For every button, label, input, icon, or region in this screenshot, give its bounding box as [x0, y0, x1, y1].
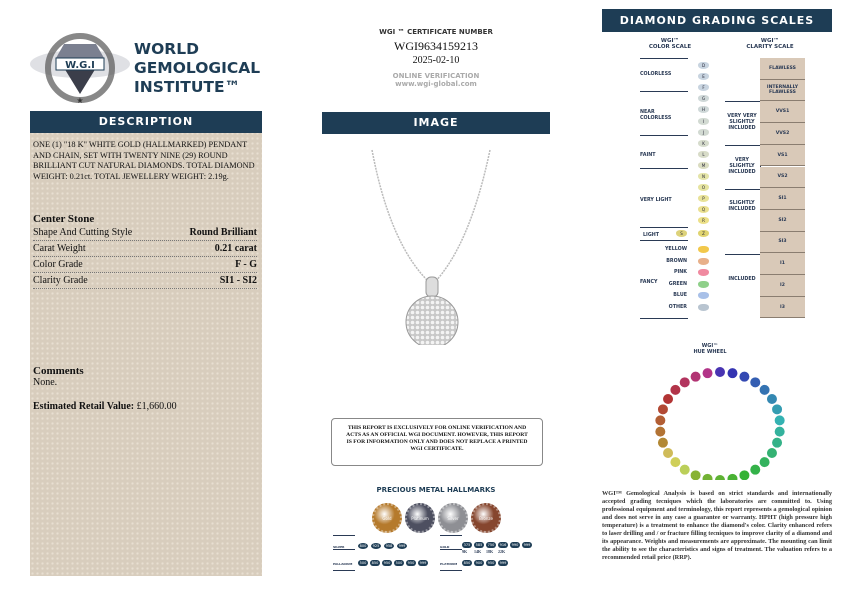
divider [725, 254, 760, 255]
hue-dot [702, 473, 713, 480]
description-header: DESCRIPTION [30, 111, 262, 133]
fancy-color-label: BLUE [673, 293, 687, 298]
palladium-hallmark: 500 [395, 561, 403, 565]
hue-dot [727, 473, 738, 480]
diamond-icon: K [698, 140, 709, 147]
palladium-hallmark: 850 [371, 561, 379, 565]
diamond-icon: Z [698, 230, 709, 237]
spec-row [33, 257, 257, 273]
palladium-hallmark: 950 [383, 561, 391, 565]
color-group-label: COLORLESS [640, 72, 672, 77]
divider [725, 145, 760, 146]
divider [640, 227, 688, 228]
platinum-hallmark: 950 [487, 561, 495, 565]
hue-dot [750, 377, 761, 388]
hue-dot [774, 426, 785, 437]
hue-dot [690, 371, 701, 382]
gold-karat: 9K [462, 549, 468, 554]
platinum-hallmark: 900 [475, 561, 483, 565]
diamond-icon: J [698, 129, 709, 136]
hue-dot [759, 384, 770, 395]
certificate-block [322, 28, 550, 88]
divider [440, 535, 462, 536]
fancy-color-label: BROWN [666, 258, 687, 264]
clarity-group-label: VERY SLIGHTLY INCLUDED [728, 157, 756, 175]
title-line: CLARITY SCALE [746, 44, 794, 50]
palladium-label: PALLADIUM [333, 562, 353, 566]
color-scale-title [640, 38, 700, 50]
spec-row [33, 241, 257, 257]
hue-dot [772, 404, 783, 415]
divider [725, 101, 760, 102]
gold-hallmark: 999 [523, 543, 531, 547]
hue-dot [715, 475, 726, 481]
hue-dot [759, 457, 770, 468]
gold-hallmark: 916 [499, 543, 507, 547]
fancy-color-label: PINK [673, 270, 687, 275]
online-notice: THIS REPORT IS EXCLUSIVELY FOR ONLINE VERIFICATION AND ACTS AS AN OFFICIAL WGI DOCUMENT. HOWEVER, THIS REPORT IS FOR INFORMATION ONLY AND DOES NOT REPLACE A PRINTED WGI CERTIFICATE. [331, 418, 543, 466]
fancy-diamond-icon [698, 246, 709, 253]
hue-dot [766, 394, 777, 405]
disclaimer: WGI™ Gemological Analysis is based on strict standards and internationally accepted grading tecniques which the laboratories are committed to. Using professional equipment and terminology, this report represents a gemological opinion and does not serve in any case a guarantee or warranty. HPHT (high pressure high temperature) is a treatment to enhance the diamond's color. Clarity enhanced refers to laser drilling and / or fracture filling tecniques to improve clarity of a diamond and its appearance. Weights and measurements are approximate. The mounting can limit the ability to see the characteristics and signs of treatment. The valuation refers to a recommended retail price (RRP). [602, 490, 832, 561]
pendant-image [350, 145, 520, 345]
silver-hallmark: 958 [385, 544, 393, 548]
hue-dot [670, 457, 681, 468]
clarity-scale-title [735, 38, 805, 50]
divider [640, 135, 688, 136]
color-group-label: FANCY [640, 280, 658, 285]
certificate-date: 2025-02-10 [412, 55, 460, 66]
palladium-hallmark: 950 [407, 561, 415, 565]
title-line: COLOR SCALE [648, 44, 692, 50]
diamond-icon: P [698, 195, 709, 202]
institute-name [134, 40, 260, 97]
gold-label: GOLD [440, 545, 450, 549]
coin-label: Platinum [411, 516, 429, 521]
divider [640, 240, 688, 241]
fancy-color-label: GREEN [668, 281, 687, 287]
color-group-label: VERY LIGHT [640, 198, 672, 203]
hue-dot [772, 437, 783, 448]
spec-row [33, 225, 257, 241]
clarity-grade-cell: I3 [760, 297, 805, 319]
spec-value: F - G [235, 259, 257, 270]
hallmark-coin [471, 503, 501, 533]
color-group-label: FAINT [640, 153, 656, 158]
hue-dot [774, 415, 785, 426]
hue-dot [655, 426, 666, 437]
color-group-label: NEAR COLORLESS [640, 110, 672, 121]
diamond-icon: Q [698, 206, 709, 213]
hue-dot [679, 464, 690, 475]
diamond-icon: N [698, 173, 709, 180]
clarity-grade-cell: INTERNALLY FLAWLESS [760, 80, 805, 102]
clarity-group-label: INCLUDED [728, 276, 756, 282]
diamond-icon: E [698, 73, 709, 80]
clarity-grade-cell: I1 [760, 253, 805, 275]
certificate-label: WGI ™ CERTIFICATE NUMBER [379, 28, 493, 36]
logo-line: GEMOLOGICAL [134, 59, 261, 77]
scales-header: DIAMOND GRADING SCALES [602, 9, 832, 32]
divider [333, 570, 355, 571]
gold-hallmark: 750 [487, 543, 495, 547]
divider [333, 535, 355, 536]
spec-label: Color Grade [33, 259, 83, 270]
title-line: WGI™ [660, 38, 680, 44]
fancy-diamond-icon [698, 304, 709, 311]
diamond-icon: G [698, 95, 709, 102]
diamond-icon: I [698, 118, 709, 125]
verification-url[interactable]: www.wgi-global.com [395, 80, 477, 88]
clarity-grade-cell: SI3 [760, 232, 805, 254]
hue-dot [750, 464, 761, 475]
clarity-grade-cell: SI2 [760, 210, 805, 232]
divider [640, 58, 688, 59]
divider [640, 318, 688, 319]
wgi-logo [28, 28, 133, 106]
color-group-label: LIGHT [643, 233, 660, 238]
clarity-grade-cell: VVS1 [760, 101, 805, 123]
hallmark-coin [405, 503, 435, 533]
hue-dot [663, 448, 674, 459]
platinum-label: PLATINUM [440, 562, 458, 566]
hue-dot [690, 470, 701, 480]
spec-label: Carat Weight [33, 243, 86, 254]
divider [440, 570, 462, 571]
hallmarks-title: PRECIOUS METAL HALLMARKS [376, 486, 496, 494]
title-line: WGI™ [701, 343, 719, 349]
platinum-hallmark: 999 [499, 561, 507, 565]
hue-dot [702, 368, 713, 379]
silver-hallmark: 999 [398, 544, 406, 548]
clarity-grade-cell: VS1 [760, 145, 805, 167]
hue-dot [679, 377, 690, 388]
gold-karat: 18K [486, 549, 494, 554]
certificate-number: WGI9634159213 [394, 39, 478, 53]
clarity-grade-cell: I2 [760, 275, 805, 297]
hue-dot [766, 448, 777, 459]
verification-label: ONLINE VERIFICATION [392, 72, 480, 80]
coin-label: Silver [447, 516, 459, 521]
fancy-color-label: OTHER [668, 304, 687, 310]
clarity-grade-cell: FLAWLESS [760, 58, 805, 80]
description-panel [30, 111, 262, 576]
clarity-group-label: VERY VERY SLIGHTLY INCLUDED [727, 114, 757, 132]
coin-label: Gold [382, 516, 392, 521]
description-text: ONE (1) "18 K" WHITE GOLD (HALLMARKED) PENDANT AND CHAIN, SET WITH TWENTY NINE (29) ROUND BRILLIANT CUT NATURAL DIAMONDS. TOTAL DIAMOND WEIGHT: 0.21ct. TOTAL JEWELLERY WEIGHT: 2.19g. [33, 140, 255, 181]
clarity-group-label: SLIGHTLY INCLUDED [728, 200, 756, 212]
platinum-hallmark: 850 [463, 561, 471, 565]
gold-karat: 22K [498, 549, 506, 554]
hallmark-coin [438, 503, 468, 533]
center-stone-title: Center Stone [33, 213, 95, 225]
comments-title: Comments [33, 365, 84, 377]
silver-hallmark: 800 [359, 544, 367, 548]
gold-hallmark: 585 [475, 543, 483, 547]
gold-karat: 14K [474, 549, 482, 554]
hue-dot [727, 368, 738, 379]
diamond-icon: L [698, 151, 709, 158]
hallmark-coin [372, 503, 402, 533]
clarity-grade-cell: SI1 [760, 188, 805, 210]
title-line: HUE WHEEL [693, 349, 727, 355]
hue-dot [739, 470, 750, 480]
divider [640, 91, 688, 92]
svg-text:W.G.I: W.G.I [65, 60, 95, 71]
hue-dot [670, 384, 681, 395]
image-header: IMAGE [322, 112, 550, 134]
hue-dot [739, 371, 750, 382]
diamond-icon: M [698, 162, 709, 169]
gold-hallmark: 990 [511, 543, 519, 547]
coin-label: Bronze [479, 516, 493, 521]
hue-wheel [640, 350, 800, 480]
retail-label: Estimated Retail Value: [33, 401, 135, 412]
diamond-icon: F [698, 84, 709, 91]
title-line: WGI™ [760, 38, 780, 44]
fancy-diamond-icon [698, 281, 709, 288]
retail-value: £1,660.00 [136, 401, 177, 412]
palladium-hallmark: 999 [419, 561, 427, 565]
fancy-color-label: YELLOW [664, 247, 687, 252]
divider [640, 168, 688, 169]
diamond-icon: D [698, 62, 709, 69]
svg-text:★: ★ [76, 96, 84, 105]
fancy-diamond-icon [698, 292, 709, 299]
hue-dot [657, 404, 668, 415]
wgi-seal-icon [28, 28, 133, 106]
gold-hallmark: 375 [463, 543, 471, 547]
clarity-grade-cell: VS2 [760, 167, 805, 189]
hue-dot [655, 415, 666, 426]
comments-text: None. [33, 377, 58, 388]
spec-value: 0.21 carat [214, 243, 257, 254]
diamond-icon: H [698, 106, 709, 113]
divider [725, 189, 760, 190]
fancy-diamond-icon [698, 269, 709, 276]
logo-line: INSTITUTE™ [134, 78, 241, 96]
hue-dot [657, 437, 668, 448]
diamond-icon: R [698, 217, 709, 224]
diamond-icon: S [676, 230, 687, 237]
silver-label: SILVER [333, 545, 345, 549]
spec-value: SI1 - SI2 [219, 275, 257, 286]
spec-value: Round Brilliant [189, 227, 257, 238]
silver-hallmark: 925 [372, 544, 380, 548]
hue-dot [663, 394, 674, 405]
fancy-diamond-icon [698, 258, 709, 265]
spec-label: Clarity Grade [33, 275, 88, 286]
logo-line: WORLD [134, 40, 199, 58]
hue-dot [715, 367, 726, 378]
diamond-icon: O [698, 184, 709, 191]
palladium-hallmark: 500 [359, 561, 367, 565]
clarity-grade-cell: VVS2 [760, 123, 805, 145]
spec-row [33, 273, 257, 289]
spec-label: Shape And Cutting Style [33, 227, 133, 238]
